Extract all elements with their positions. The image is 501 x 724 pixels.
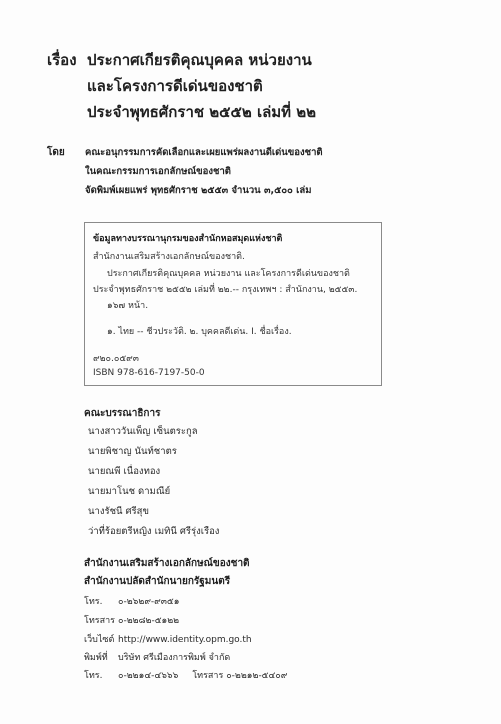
by-line-3: จัดพิมพ์เผยแพร่ พุทธศักราช ๒๕๕๓ จำนวน ๓,๕๐๐ เล่ม <box>85 185 312 196</box>
printer-fax-value: ๐-๒๒๑๒-๕๔๐๙ <box>226 671 288 681</box>
office-fax <box>84 613 179 627</box>
title-label: เรื่อง <box>47 51 77 69</box>
title-line-2: และโครงการดีเด่นของชาติ <box>87 77 263 95</box>
cip-data-box <box>84 222 382 386</box>
office-parent-heading: สำนักงานปลัดสำนักนายกรัฐมนตรี <box>84 576 231 587</box>
by-line-2: ในคณะกรรมการเอกลักษณ์ของชาติ <box>85 166 231 177</box>
phone-value: ๐-๒๖๒๙-๙๓๕๑ <box>118 597 180 607</box>
printer-value: บริษัท ศรีเมืองการพิมพ์ จำกัด <box>118 653 231 663</box>
website-value: http://www.identity.opm.go.th <box>118 635 252 645</box>
printer-info <box>84 650 230 664</box>
office-phone <box>84 594 179 608</box>
phone-label: โทร. <box>84 597 103 607</box>
editor-member: ว่าที่ร้อยตรีหญิง เมทินี ศรีรุ่งเรือง <box>88 526 220 537</box>
cip-title: ประกาศเกียรติคุณบุคคล หน่วยงาน และโครงการดีเด่นของชาติ <box>107 269 350 279</box>
fax-label: โทรสาร <box>84 616 115 626</box>
editor-member: นายมาโนช ดามณีย์ <box>88 486 171 497</box>
printer-phone-value: ๐-๒๒๑๔-๔๖๖๖ <box>118 671 179 681</box>
editor-member: นางสาววันเพ็ญ เซ็นตระกูล <box>88 426 198 437</box>
cip-imprint: ประจำพุทธศักราช ๒๕๕๒ เล่มที่ ๒๒.-- กรุงเทพฯ : สำนักงาน, ๒๕๕๓. <box>93 285 358 295</box>
cip-subjects: ๑. ไทย -- ชีวประวัติ. ๒. บุคคลดีเด่น. I. ชื่อเรื่อง. <box>107 327 292 337</box>
editorial-heading: คณะบรรณาธิการ <box>84 408 161 419</box>
website-label: เว็บไซต์ <box>84 635 115 645</box>
printer-fax-label: โทรสาร <box>192 671 224 681</box>
editor-member: นายพิชาญ นันท์ชาตร <box>88 446 177 457</box>
cip-classification: ๙๒๐.๐๕๙๓ <box>93 354 139 364</box>
printer-label: พิมพ์ที่ <box>84 653 108 663</box>
cip-isbn: ISBN 978-616-7197-50-0 <box>93 368 205 378</box>
editor-member: นางรัชนี ศรีสุข <box>88 506 149 517</box>
printer-phone-label: โทร. <box>84 671 103 681</box>
office-heading: สำนักงานเสริมสร้างเอกลักษณ์ของชาติ <box>84 558 250 569</box>
by-line-1: คณะอนุกรรมการคัดเลือกและเผยแพร่ผลงานดีเด่นของชาติ <box>85 147 323 158</box>
title-line-1: ประกาศเกียรติคุณบุคคล หน่วยงาน <box>87 51 312 69</box>
fax-value: ๐-๒๒๘๒-๕๑๒๒ <box>118 616 180 626</box>
office-website <box>84 632 252 646</box>
editor-member: นายณพี เนื่องทอง <box>88 466 161 477</box>
by-label: โดย <box>47 147 65 158</box>
title-line-3: ประจำพุทธศักราช ๒๕๕๒ เล่มที่ ๒๒ <box>87 103 317 121</box>
cip-pages: ๑๖๗ หน้า. <box>107 301 149 311</box>
cip-author: สำนักงานเสริมสร้างเอกลักษณ์ของชาติ. <box>93 252 245 262</box>
cip-heading: ข้อมูลทางบรรณานุกรมของสำนักหอสมุดแห่งชาติ <box>93 234 283 244</box>
printer-contact <box>84 668 287 682</box>
